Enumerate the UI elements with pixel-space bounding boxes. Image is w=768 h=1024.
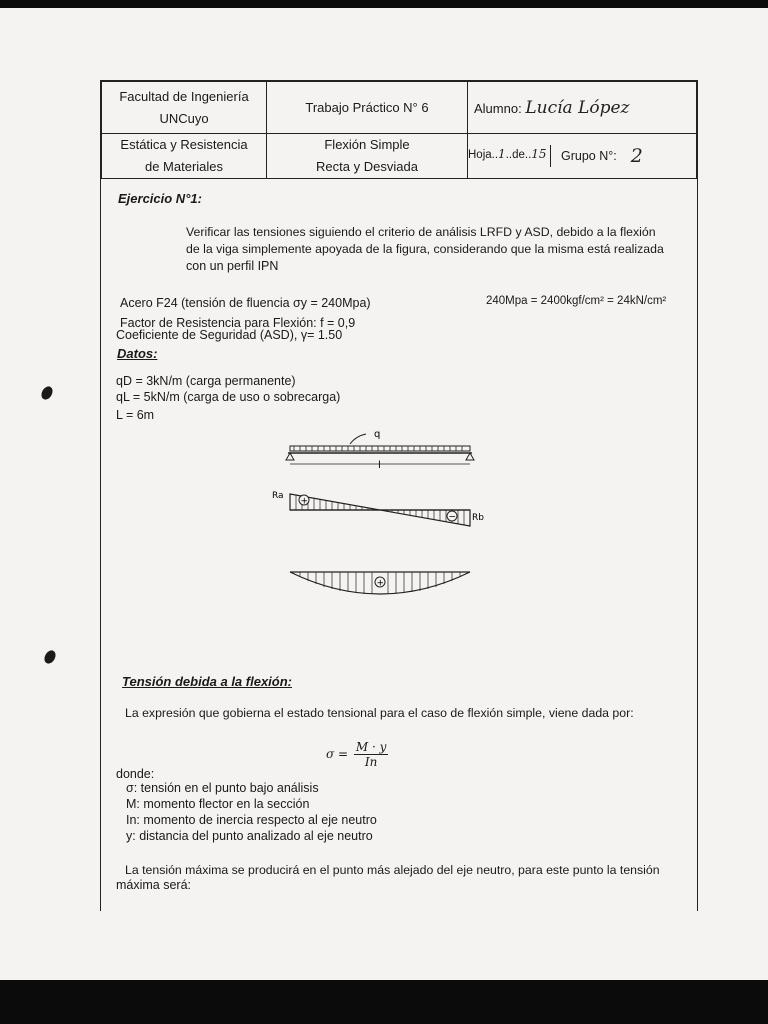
group-number: 2 bbox=[630, 145, 643, 167]
faculty-name: Facultad de Ingeniería bbox=[119, 88, 249, 104]
negative-sign: − bbox=[448, 512, 457, 523]
beam-length: L = 6m bbox=[116, 408, 155, 422]
student-cell bbox=[468, 82, 697, 134]
definition-inertia: In: momento de inercia respecto al eje neutro bbox=[126, 813, 377, 827]
donde-label: donde: bbox=[116, 767, 155, 781]
reaction-a-label: Ra bbox=[272, 491, 284, 501]
steel-spec: Acero F24 (tensión de fluencia σy = 240Mpa) bbox=[120, 296, 371, 310]
topic-line2: Recta y Desviada bbox=[316, 159, 418, 174]
max-stress-line-2: máxima será: bbox=[116, 878, 192, 892]
data-title: Datos: bbox=[117, 346, 158, 361]
intro-line-3: con un perfil IPN bbox=[186, 259, 279, 273]
max-stress-line-1: La tensión máxima se producirá en el punto más alejado del eje neutro, para este punto la tensión bbox=[125, 863, 660, 877]
flexion-intro: La expresión que gobierna el estado tensional para el caso de flexión simple, viene dada por: bbox=[125, 706, 634, 720]
formula-lhs: σ = bbox=[326, 747, 349, 761]
group-field bbox=[551, 145, 696, 167]
moment-diagram bbox=[290, 572, 470, 594]
formula-numerator: M · y bbox=[355, 740, 387, 754]
topic-cell bbox=[267, 134, 468, 179]
topic-line1: Flexión Simple bbox=[324, 137, 410, 152]
stress-formula bbox=[326, 740, 388, 769]
page-total: 15 bbox=[531, 147, 547, 161]
load-label: q bbox=[374, 429, 381, 440]
group-label: Grupo N°: bbox=[561, 149, 617, 163]
intro-line-1: Verificar las tensiones siguiendo el criterio de análisis LRFD y ASD, debido a la flexión bbox=[186, 225, 656, 239]
page-number: 1 bbox=[498, 147, 506, 161]
university-name: UNCuyo bbox=[159, 110, 209, 126]
loaded-beam bbox=[286, 429, 474, 471]
reaction-b-label: Rb bbox=[472, 513, 484, 523]
shear-diagram bbox=[272, 491, 484, 526]
page-counter: Hoja..1..de..15 bbox=[468, 145, 551, 167]
subject-cell bbox=[102, 134, 267, 179]
beam-diagram bbox=[270, 424, 490, 624]
subject-line1: Estática y Resistencia bbox=[120, 137, 248, 152]
safety-factor: Coeficiente de Seguridad (ASD), γ= 1.50 bbox=[116, 328, 343, 342]
definition-distance: y: distancia del punto analizado al eje neutro bbox=[126, 829, 373, 843]
student-name: Lucía López bbox=[525, 97, 630, 118]
dead-load: qD = 3kN/m (carga permanente) bbox=[116, 374, 296, 388]
exercise-title: Ejercicio N°1: bbox=[118, 191, 202, 206]
definition-sigma: σ: tensión en el punto bajo análisis bbox=[126, 781, 319, 795]
positive-sign: + bbox=[300, 496, 309, 507]
flexion-title: Tensión debida a la flexión: bbox=[122, 674, 292, 689]
unit-conversion: 240Mpa = 2400kgf/cm² = 24kN/cm² bbox=[486, 295, 667, 307]
subject-line2: de Materiales bbox=[144, 159, 224, 174]
tp-title: Trabajo Práctico N° 6 bbox=[267, 82, 468, 134]
resistance-factor: Factor de Resistencia para Flexión: f = 0,9 bbox=[120, 316, 356, 330]
moment-positive-sign: + bbox=[376, 578, 385, 589]
header-table bbox=[101, 81, 697, 179]
definition-moment: M: momento flector en la sección bbox=[126, 797, 310, 811]
intro-line-2: de la viga simplemente apoyada de la figura, considerando que la misma está realizada bbox=[186, 242, 664, 256]
formula-denominator: In bbox=[364, 755, 378, 769]
student-label: Alumno: bbox=[474, 100, 522, 116]
span-label: l bbox=[378, 460, 381, 471]
page-group-cell bbox=[468, 134, 697, 179]
faculty-cell bbox=[102, 82, 267, 134]
live-load: qL = 5kN/m (carga de uso o sobrecarga) bbox=[116, 390, 341, 404]
